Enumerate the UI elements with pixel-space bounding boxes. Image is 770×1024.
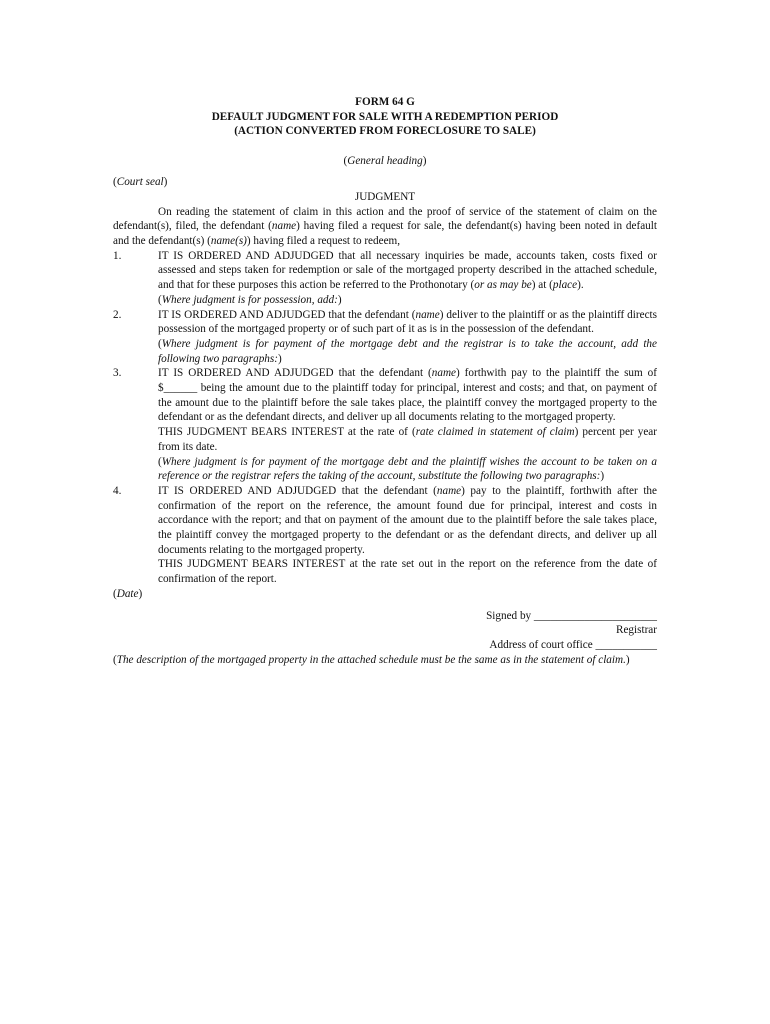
item-number: 4.: [113, 484, 122, 497]
order-item-1: 1. IT IS ORDERED AND ADJUDGED that all necessary inquiries be made, accounts taken, costs fixed or assessed and steps taken for redemption or sale of the mortgaged property described in the attached schedule, and that for these purposes this action be referred to the Prothonotary (or as may be) at (place).: [113, 249, 657, 292]
item-number: 1.: [113, 249, 122, 262]
form-subtitle: (ACTION CONVERTED FROM FORECLOSURE TO SALE): [234, 125, 536, 137]
order-item-3: 3. IT IS ORDERED AND ADJUDGED that the defendant (name) forthwith pay to the plaintiff the sum of $______ being the amount due to the plaintiff today for principal, interest and costs; and that, on payment of the amount due to the plaintiff before the sale takes place, the plaintiff convey the mortgaged property to the defendant or as the defendant directs, and deliver up all documents relating to the mortgaged property.: [113, 367, 658, 424]
judgment-heading: JUDGMENT: [354, 190, 416, 203]
date-line: (Date): [113, 587, 143, 600]
form-number: FORM 64 G: [355, 96, 415, 108]
order-item-2: 2. IT IS ORDERED AND ADJUDGED that the defendant (name) deliver to the plaintiff or as the plaintiff directs possession of the mortgaged property or of such part of it as is in the possession of the defendant.: [113, 308, 658, 336]
signed-by-line: Signed by ______________________: [486, 609, 657, 622]
instruction-note: (Where judgment is for payment of the mortgage debt and the registrar is to take the account, add the following two paragraphs:): [158, 337, 657, 365]
instruction-note: (Where judgment is for possession, add:): [158, 293, 342, 306]
court-seal: (Court seal): [113, 176, 168, 189]
interest-clause: THIS JUDGMENT BEARS INTEREST at the rate of (rate claimed in statement of claim) percent per year from its date.: [158, 426, 657, 453]
court-seal-text: Court seal: [116, 176, 164, 189]
registrar-label: Registrar: [615, 624, 657, 637]
court-office-address-line: Address of court office ___________: [489, 639, 657, 651]
general-heading: (General heading): [343, 154, 427, 167]
item-number: 2.: [113, 308, 122, 321]
preamble: On reading the statement of claim in this action and the proof of service of the statement of claim on the defendant(s), filed, the defendant (name) having filed a request for sale, the defendant(s) having been noted in default and the defendant(s) (name(s)) having filed a request to redeem,: [113, 205, 657, 248]
form-title: DEFAULT JUDGMENT FOR SALE WITH A REDEMPTION PERIOD: [211, 110, 559, 123]
order-item-4: 4. IT IS ORDERED AND ADJUDGED that the defendant (name) pay to the plaintiff, forthwith after the confirmation of the report on the reference, the amount found due for principal, interest and costs in accordance with the report; and that on payment of the amount due to the plaintiff before the sale takes place, the plaintiff convey the mortgaged property to the defendant or as the defendant directs, and deliver up all documents relating to the mortgaged property.: [113, 484, 657, 556]
general-heading-text: General heading: [347, 154, 423, 167]
instruction-note: (Where judgment is for payment of the mortgage debt and the plaintiff wishes the account to be taken on a reference or the registrar refers the taking of the account, substitute the following two paragraphs:): [158, 455, 657, 483]
document-body: [113, 95, 657, 667]
interest-clause: THIS JUDGMENT BEARS INTEREST at the rate set out in the report on the reference from the date of confirmation of the report.: [158, 558, 657, 586]
date-text: Date: [116, 587, 139, 600]
footnote: (The description of the mortgaged property in the attached schedule must be the same as in the statement of claim.): [113, 653, 630, 666]
item-number: 3.: [113, 367, 122, 380]
